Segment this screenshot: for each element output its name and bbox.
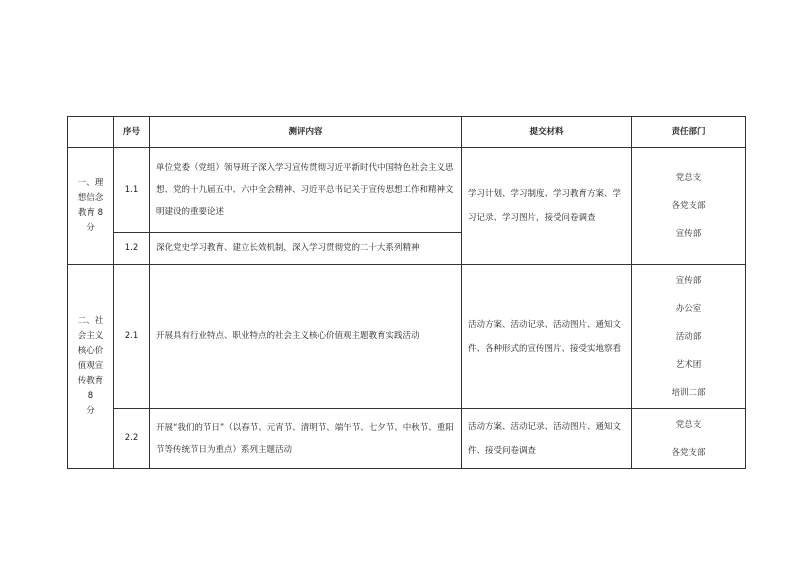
header-dept: 责任部门 (632, 117, 746, 148)
dept-cell (632, 148, 746, 265)
content-cell: 单位党委（党组）领导班子深入学习宣传贯彻习近平新时代中国特色社会主义思想、党的十九届五中、六中全会精神、习近平总书记关于宣传思想工作和精神文明建设的重要论述 (150, 148, 462, 233)
dept-cell (632, 409, 746, 469)
table-row (68, 265, 746, 409)
header-materials: 提交材料 (462, 117, 632, 148)
dept-item: 党总支 (675, 173, 702, 183)
page-bottom-margin (0, 470, 800, 566)
dept-item: 培训二部 (671, 387, 706, 398)
dept-item: 艺术团 (675, 359, 702, 370)
dept-item: 宣传部 (675, 229, 702, 239)
header-seq: 序号 (114, 117, 150, 148)
content-cell: 开展“我们的节日”（以春节、元宵节、清明节、端午节、七夕节、中秋节、重阳节等传统节日为重点）系列主题活动 (150, 409, 462, 469)
content-cell: 深化党史学习教育、建立长效机制，深入学习贯彻党的二十大系列精神 (150, 233, 462, 265)
seq-cell: 1.2 (114, 233, 150, 265)
header-category (68, 117, 114, 148)
dept-item: 办公室 (675, 303, 702, 314)
materials-cell: 活动方案、活动记录、活动图片、通知文件、各种形式的宣传图片、接受实地察看 (462, 265, 632, 409)
materials-cell: 学习计划、学习制度、学习教育方案、学习记录、学习图片，接受问卷调查 (462, 148, 632, 265)
dept-cell (632, 265, 746, 409)
evaluation-table (67, 116, 746, 469)
dept-item: 活动部 (675, 331, 702, 342)
dept-item: 各党支部 (671, 447, 706, 458)
header-content: 测评内容 (150, 117, 462, 148)
seq-cell: 1.1 (114, 148, 150, 233)
table-row (68, 409, 746, 469)
seq-cell: 2.2 (114, 409, 150, 469)
category-cell: 二、社 会主义 核心价 值观宣 传教育 8 分 (68, 265, 114, 469)
materials-cell: 活动方案、活动记录、活动图片、通知文件、接受问卷调查 (462, 409, 632, 469)
dept-item: 宣传部 (675, 275, 702, 286)
table-header-row (68, 117, 746, 148)
dept-item: 各党支部 (671, 201, 706, 211)
seq-cell: 2.1 (114, 265, 150, 409)
content-cell: 开展具有行业特点、职业特点的社会主义核心价值观主题教育实践活动 (150, 265, 462, 409)
table-row (68, 148, 746, 233)
dept-item: 党总支 (675, 419, 702, 430)
category-cell: 一、理 想信念 教育 8 分 (68, 148, 114, 265)
